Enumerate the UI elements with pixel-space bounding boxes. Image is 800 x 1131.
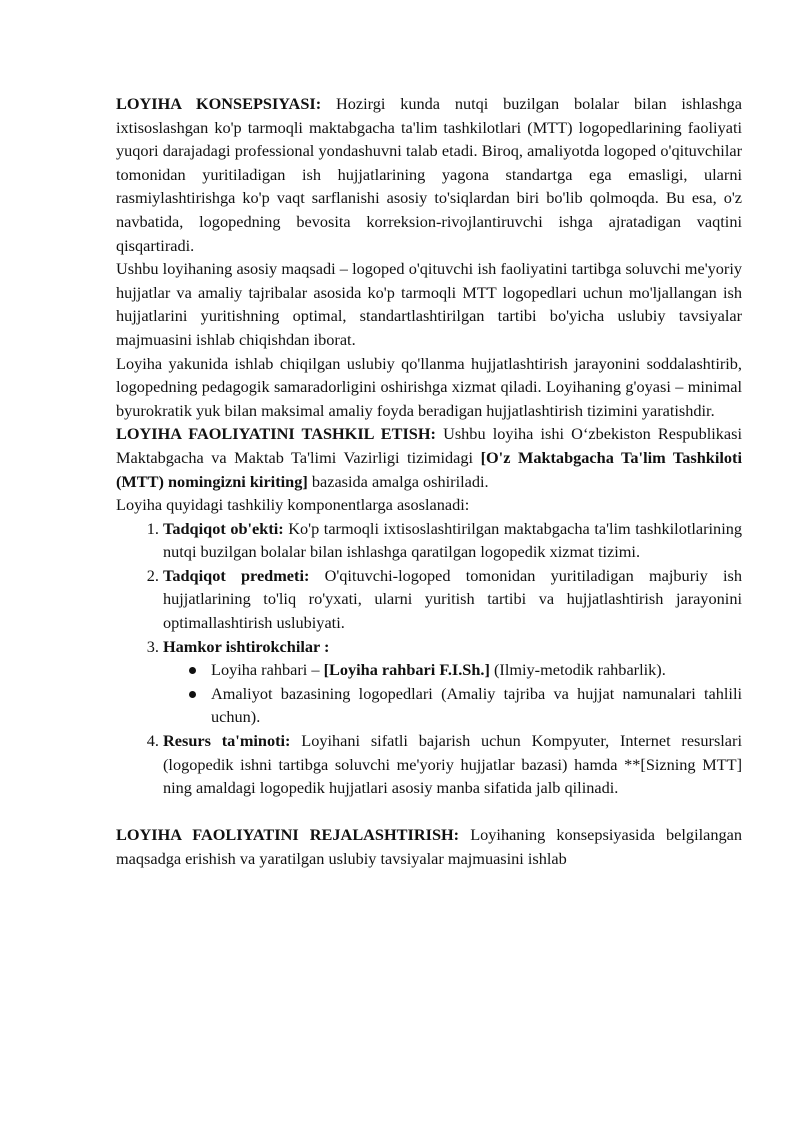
components-list: [116, 517, 742, 800]
list-item-resources: [163, 729, 742, 800]
planning-paragraph: [116, 823, 742, 870]
partner-item-logopeds: [211, 682, 742, 729]
partner-leader-placeholder: [Loyiha rahbari F.I.Sh.]: [323, 660, 490, 680]
concept-heading: LOYIHA KONSEPSIYASI:: [116, 94, 322, 113]
organization-text-after: bazasida amalga oshiriladi.: [307, 471, 489, 491]
resources-label: Resurs ta'minoti:: [163, 731, 291, 751]
organization-text-before: Ushbu loyiha ishi O‘zbekiston Respublikasi Maktabgacha va Maktab Ta'limi Vazirligi tizimidagi: [116, 424, 742, 467]
partner-leader-after: (Ilmiy-metodik rahbarlik).: [489, 660, 666, 680]
partner-leader-before: Loyiha rahbari –: [211, 660, 324, 680]
partner-item-leader: [211, 658, 742, 682]
planning-heading: LOYIHA FAOLIYATINI REJALASHTIRISH:: [116, 825, 460, 845]
organization-heading: LOYIHA FAOLIYATINI TASHKIL ETISH:: [116, 424, 436, 444]
object-label: Tadqiqot ob'ekti:: [163, 518, 284, 538]
aim-paragraph: Ushbu loyihaning asosiy maqsadi – logoped o'qituvchi ish faoliyatini tartibga soluvchi me'yoriy hujjatlar va amaliy tajribalar asosida ko'p tarmoqli MTT logopedlari uchun mo'ljallangan ish hujjatlarini yuritishning optimal, standartlashtirilgan tartibi bo'yicha uslubiy tavsiyalar majmuasini ishlab chiqishdan iborat.: [116, 259, 742, 349]
subject-text: O'qituvchi-logoped tomonidan yuritiladigan majburiy ish hujjatlarining to'liq ro'yxati, ularni yuritish tartibi va hujjatlashtirish jarayonini optimallashtirish uslubiyati.: [163, 565, 742, 633]
organization-paragraph: [116, 422, 742, 493]
document-page: [116, 92, 742, 871]
subject-label: Tadqiqot predmeti:: [163, 565, 310, 585]
list-item-object: [163, 517, 742, 564]
partner-logopeds-text: Amaliyot bazasining logopedlari (Amaliy tajriba va hujjat namunalari tahlili uchun).: [211, 683, 742, 727]
concept-paragraph: [116, 92, 742, 257]
object-text: Ko'p tarmoqli ixtisoslashtirilgan maktabgacha ta'lim tashkilotlarining nutqi buzilgan bolalar bilan ishlashga qaratilgan logopedik xizmat tizimi.: [163, 518, 743, 562]
organization-placeholder: [O'z Maktabgacha Ta'lim Tashkiloti (MTT) nomingizni kiriting]: [116, 447, 742, 491]
planning-text: Loyihaning konsepsiyasida belgilangan maqsadga erishish va yaratilgan uslubiy tavsiyalar majmuasini ishlab: [116, 825, 742, 868]
result-paragraph: Loyiha yakunida ishlab chiqilgan uslubiy qo'llanma hujjatlashtirish jarayonini soddalashtirib, logopedning pedagogik samaradorligini oshirishga xizmat qiladi. Loyihaning g'oyasi – minimal byurokratik yuk bilan maksimal amaliy foyda beradigan hujjatlashtirish tizimini yaratishdir.: [116, 353, 742, 420]
components-intro: Loyiha quyidagi tashkiliy komponentlarga asoslanadi:: [116, 495, 470, 515]
list-item-partners: [163, 635, 742, 729]
resources-text: Loyihani sifatli bajarish uchun Kompyuter, Internet resurslari (logopedik ishni tartibga soluvchi me'yoriy hujjatlar bazasi) hamda **[Sizning MTT] ning amaldagi logopedik hujjatlari asosiy manba sifatida jalb qilinadi.: [163, 731, 742, 798]
concept-text: Hozirgi kunda nutqi buzilgan bolalar bilan ishlashga ixtisoslashgan ko'p tarmoqli maktabgacha ta'lim tashkilotlari (MTT) logopedlarining faoliyati yuqori darajadagi professional yondashuvni talab etadi. Biroq, amaliyotda logoped o'qituvchilar tomonidan yuritiladigan ish hujjatlarining yagona standartga ega emasligi, ularni rasmiylashtirishga ko'p vaqt sarflanishi asosiy to'siqlardan biri bo'lib qolmoqda. Bu esa, o'z navbatida, logopedning bevosita korreksion-rivojlantiruvchi ishga ajratadigan vaqtini qisqartiradi.: [116, 94, 742, 255]
partners-label: Hamkor ishtirokchilar :: [163, 636, 330, 656]
list-item-subject: [163, 564, 742, 635]
blank-line: [116, 800, 742, 824]
partners-list: [163, 658, 742, 729]
